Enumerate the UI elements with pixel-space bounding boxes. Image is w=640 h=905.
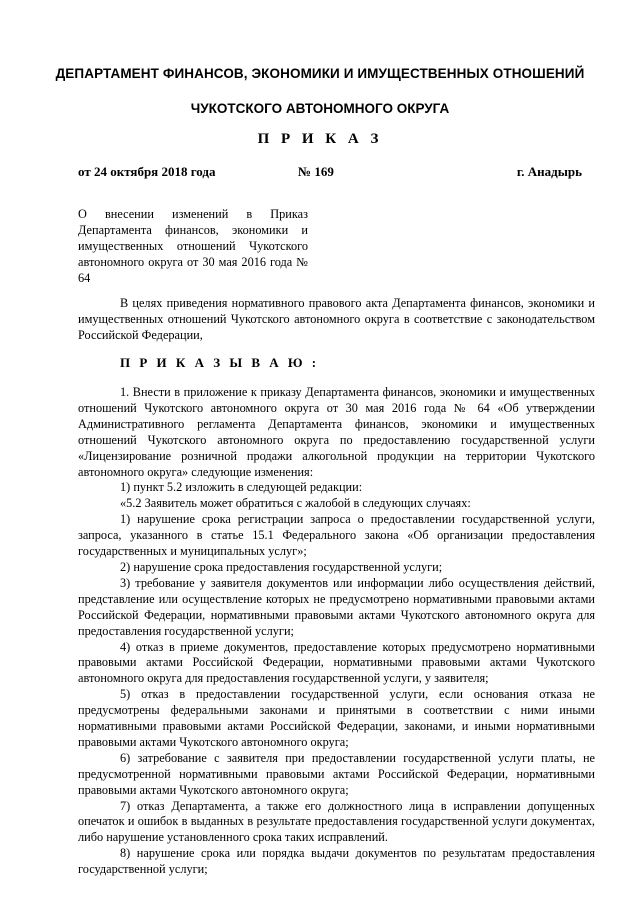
order-word: П Р И К А З Ы В А Ю : xyxy=(120,355,320,370)
preamble xyxy=(78,296,595,344)
body-paragraph: 2) нарушение срока предоставления государственной услуги; xyxy=(120,559,443,574)
department-name-line1: ДЕПАРТАМЕНТ ФИНАНСОВ, ЭКОНОМИКИ И ИМУЩЕСТВЕННЫХ ОТНОШЕНИЙ xyxy=(55,66,585,81)
body-paragraph: 7) отказ Департамента, а также его должностного лица в исправлении допущенных опечаток и ошибок в выданных в результате предоставления государственной услуги документах, либо нарушение установленного срока таких исправлений. xyxy=(78,798,595,845)
preamble-text: В целях приведения нормативного правового акта Департамента финансов, экономики и имущественных отношений Чукотского автономного округа в соответствие с законодательством Российской Федерации, xyxy=(78,296,595,342)
body-paragraph: 3) требование у заявителя документов или информации либо осуществления действий, представление или осуществление которых не предусмотрено нормативными правовыми актами Российской Федерации, нормативными правовыми актами Чукотского автономного округа для предоставления государственной услуги; xyxy=(78,575,595,638)
body-paragraph: 6) затребование с заявителя при предоставлении государственной услуги платы, не предусмотренной нормативными правовыми актами Российской Федерации, нормативными правовыми актами Чукотского автономного округа; xyxy=(78,750,595,797)
body-paragraph: 5) отказ в предоставлении государственной услуги, если основания отказа не предусмотрены федеральными законами и принятыми в соответствии с ними иными нормативными правовыми актами Российской Федерации, законами, и иными нормативными правовыми актами Чукотского автономного округа; xyxy=(78,687,595,749)
order-date: от 24 октября 2018 года xyxy=(78,164,216,179)
order-number: № 169 xyxy=(298,164,334,179)
document-type-title: П Р И К А З xyxy=(257,131,383,147)
body-paragraph: 8) нарушение срока или порядка выдачи документов по результатам предоставления государственной услуги; xyxy=(78,846,595,877)
body-paragraph: 1) нарушение срока регистрации запроса о предоставлении государственной услуги, запроса, указанного в статье 15.1 Федерального закона «Об организации предоставления государственных и муниципальных услуг»; xyxy=(78,512,595,559)
order-body xyxy=(78,385,595,878)
body-paragraph: 1) пункт 5.2 изложить в следующей редакции: xyxy=(120,480,363,495)
body-paragraph: 4) отказ в приеме документов, предоставление которых предусмотрено нормативными правовыми актами Российской Федерации, нормативными правовыми актами Чукотского автономного округа для предоставления государственной услуги, у заявителя; xyxy=(78,639,595,686)
order-subject: О внесении изменений в Приказ Департамента финансов, экономики и имущественных отношений Чукотского автономного округа от 30 мая 2016 года № 64 xyxy=(78,207,308,285)
body-paragraph: «5.2 Заявитель может обратиться с жалобой в следующих случаях: xyxy=(120,496,471,511)
order-place: г. Анадырь xyxy=(516,164,582,179)
body-paragraph: 1. Внести в приложение к приказу Департамента финансов, экономики и имущественных отношений Чукотского автономного округа от 30 мая 2016 года № 64 «Об утверждении Административного регламента Департамента финансов, экономики и имущественных отношений Чукотского автономного округа по предоставлению государственной услуги «Лицензирование розничной продажи алкогольной продукции на территории Чукотского автономного округа» следующие изменения: xyxy=(78,385,595,479)
department-name-line2: ЧУКОТСКОГО АВТОНОМНОГО ОКРУГА xyxy=(190,101,450,116)
